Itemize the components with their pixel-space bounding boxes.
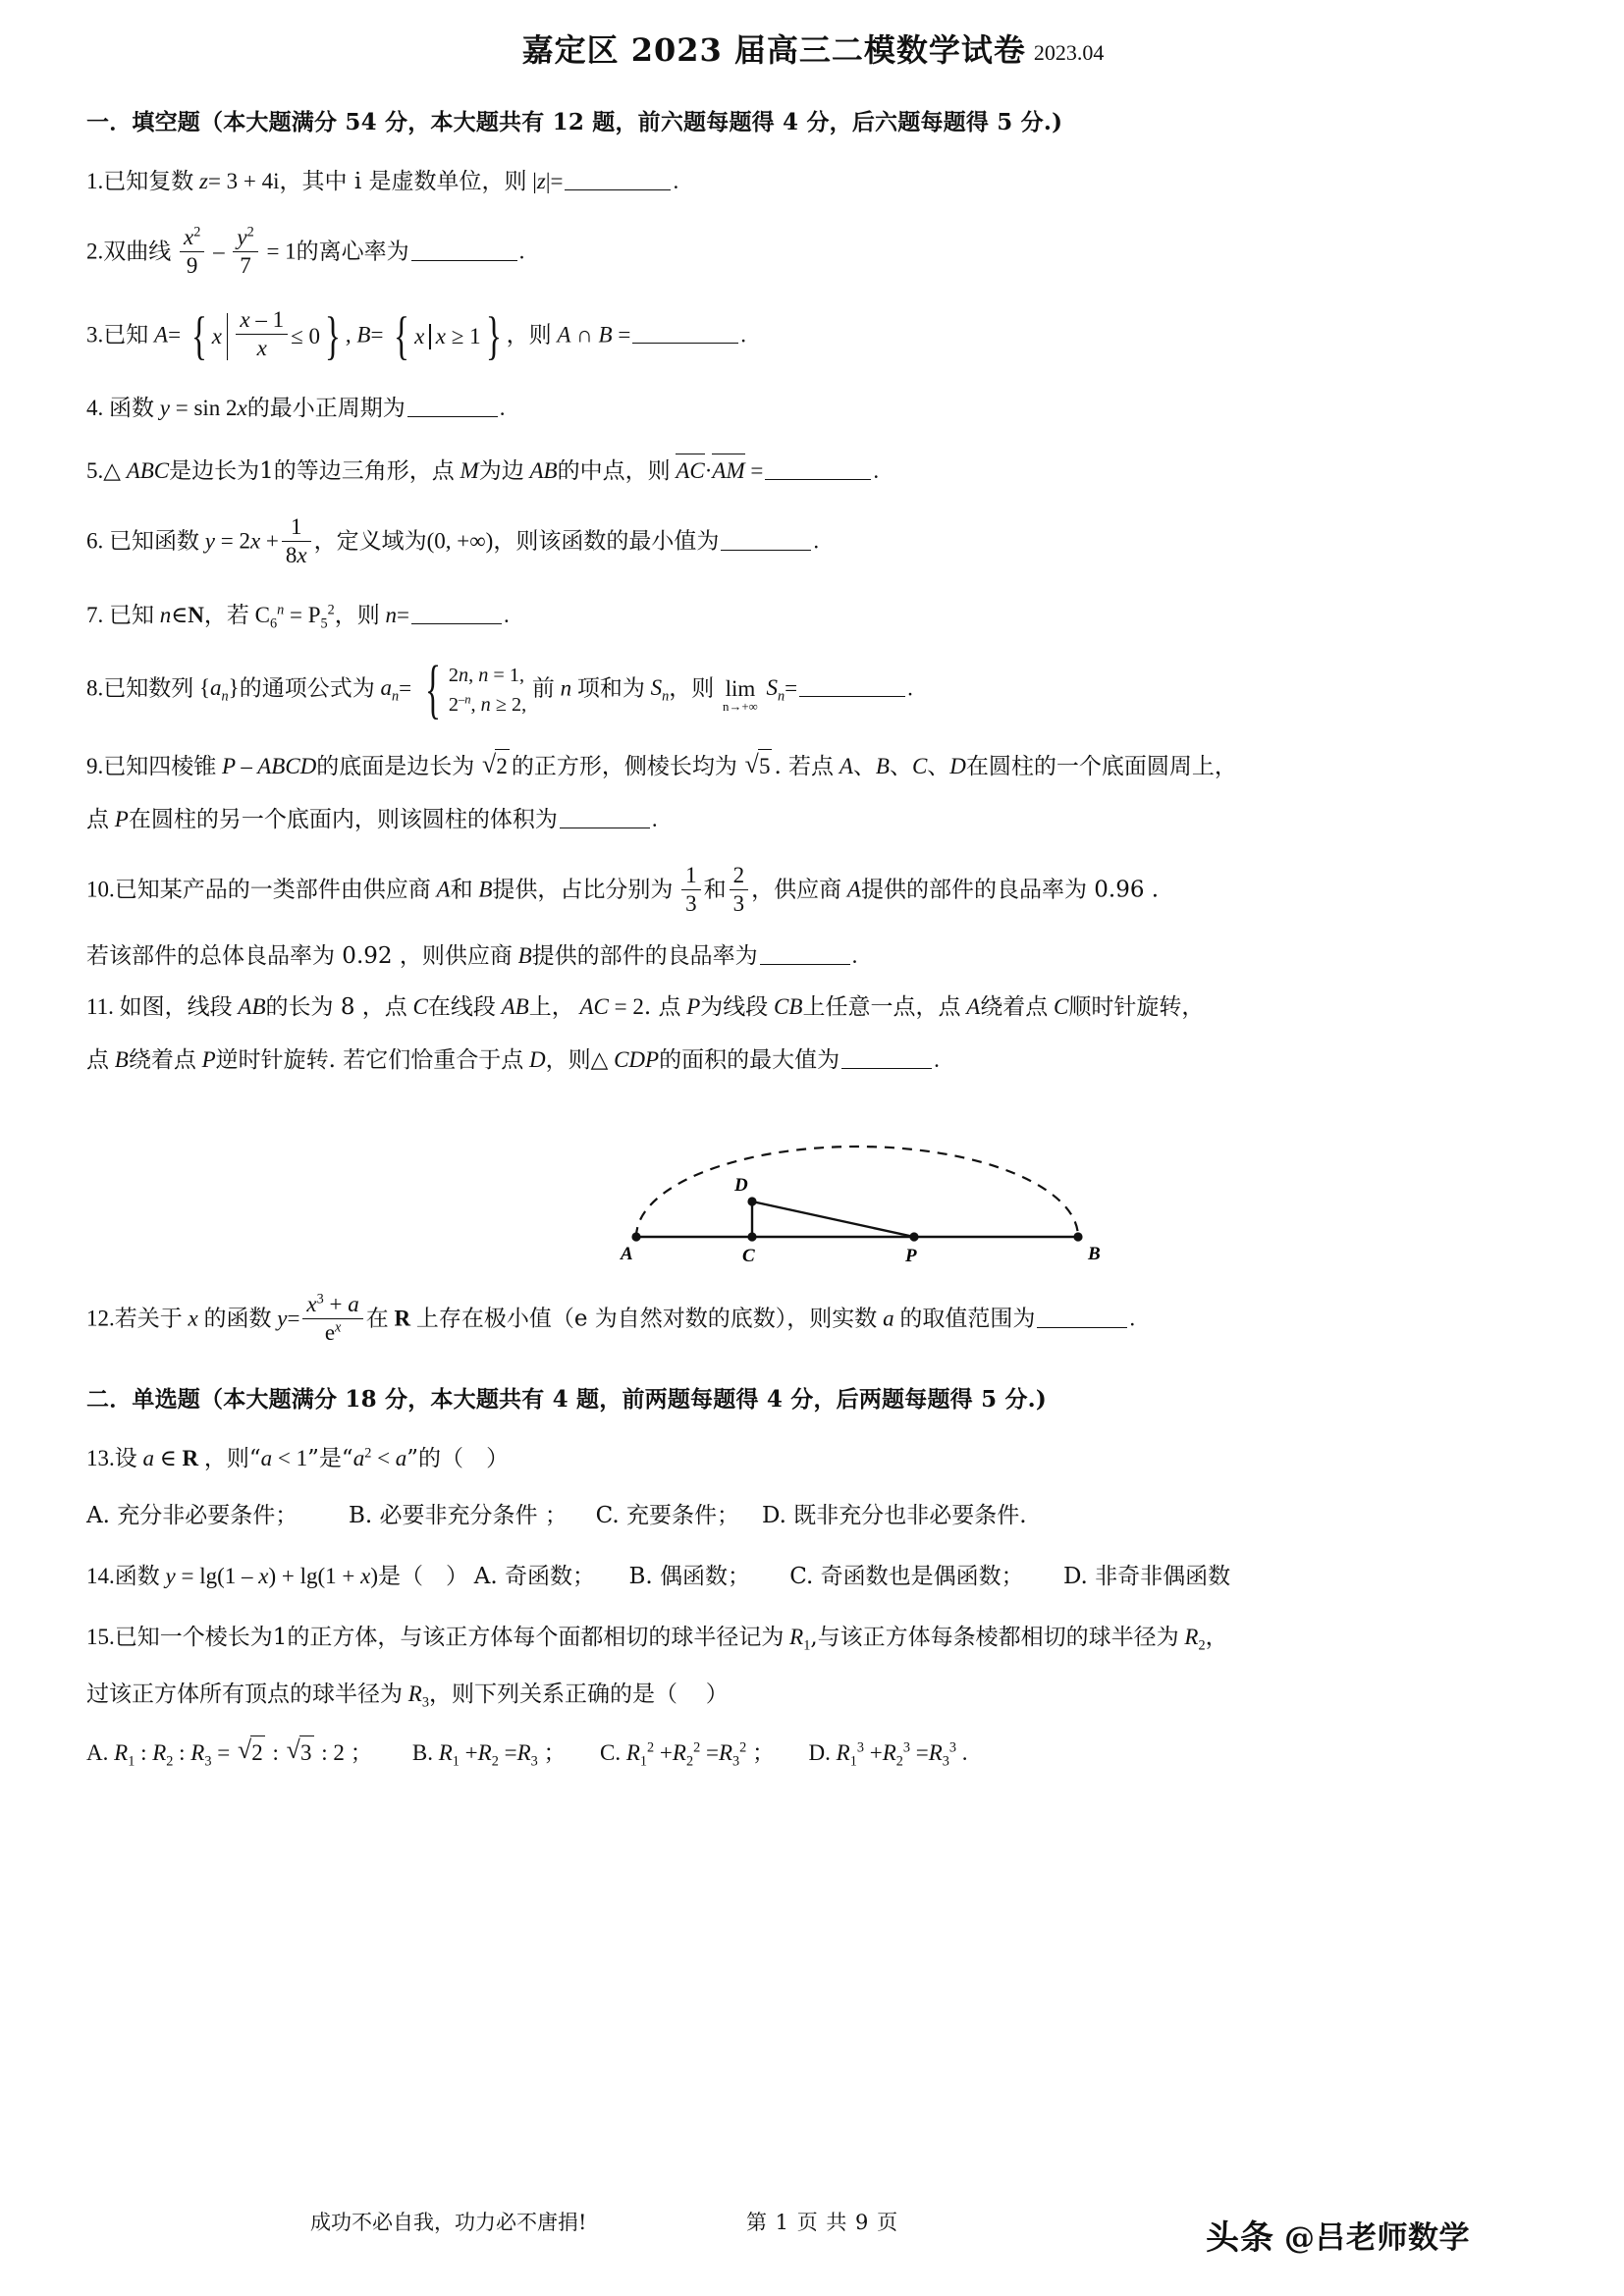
q1-num: 1. <box>86 169 104 193</box>
q13-option-B[interactable]: B. 必要非充分条件 ； <box>348 1502 568 1528</box>
q15-line2-a: 过该正方体所有顶点的球半径为 <box>86 1681 403 1707</box>
q9-line1-c: 的正方形，侧棱长均为 <box>511 754 737 780</box>
q11-line1-i: 顺时针旋转， <box>1068 994 1205 1021</box>
q15-line1-c: ， <box>1205 1624 1228 1650</box>
page-content <box>86 0 1540 1768</box>
label-P: P <box>905 1246 917 1267</box>
question-5 <box>86 454 1540 487</box>
title-text: 嘉定区 2023 届高三二模数学试卷 <box>521 31 1026 69</box>
q15-R3: $R_3$ <box>407 1681 429 1711</box>
q11-line1-c: 在线段 <box>427 994 496 1021</box>
q5-eq: = <box>750 458 764 484</box>
q3-intersection: A ∩ B = <box>557 322 631 347</box>
q11-num: 11. <box>86 994 114 1020</box>
q8-text-4: 项和为 <box>576 675 645 702</box>
q7-N: N <box>188 602 204 627</box>
q5-abc: ABC <box>126 458 170 484</box>
q1-text-1: 已知复数 <box>103 169 194 194</box>
q10-A2: A <box>846 878 861 902</box>
q10-B2: B <box>517 942 532 968</box>
question-7 <box>86 600 1540 631</box>
q2-frac1-den: 9 <box>186 252 198 278</box>
q5-AB: AB <box>529 458 558 484</box>
q4-period: . <box>499 396 506 421</box>
q7-text-1: 已知 <box>109 602 154 628</box>
q10-line2-b: 提供的部件的良品率为 <box>531 942 758 969</box>
q10-A: A <box>436 878 451 902</box>
question-1: 1.已知复数 z= 3 + 4i，其中 i 是虚数单位，则 |z|= . <box>86 169 679 194</box>
q13-option-C[interactable]: C. 充要条件； <box>595 1502 739 1528</box>
q5-vector-AM: AM <box>712 454 744 486</box>
q6-text-2: ，定义域为 <box>313 528 427 555</box>
toutiao-logo: 头条 <box>1206 2218 1274 2258</box>
q4-text-1: 函数 <box>109 396 154 422</box>
q7-period: . <box>504 602 510 627</box>
q8-case-2: $2^{-n}$, n ≥ 2, <box>448 692 527 717</box>
q12-answer-blank[interactable] <box>1037 1306 1127 1327</box>
q13-text-2: ，则“ <box>203 1445 261 1471</box>
q9-line1-d: . 若点 <box>774 754 835 780</box>
q11-line2-c: 逆时针旋转. 若它们恰重合于点 <box>215 1047 524 1074</box>
q3-comma: , <box>345 322 352 347</box>
q15-line2-c: ） <box>705 1681 729 1707</box>
footer-page-number: 第 1 页 共 9 页 <box>746 2211 899 2234</box>
q11-P2: P <box>201 1047 216 1073</box>
question-4 <box>86 393 1540 424</box>
q11-P: P <box>686 994 701 1020</box>
point-A <box>631 1233 640 1242</box>
q6-frac-den: 8x <box>285 542 307 567</box>
q9-line2-b: 在圆柱的另一个底面内，则该圆柱的体积为 <box>128 807 558 833</box>
q12-text-1: 若关于 <box>114 1306 183 1332</box>
q13-R: R <box>182 1445 199 1470</box>
point-C <box>747 1233 756 1242</box>
q5-text-1: 是边长为1的等边三角形，点 <box>169 458 455 485</box>
q11-AB: AB <box>238 994 266 1020</box>
q12-text-5: 的取值范围为 <box>899 1306 1036 1332</box>
title-date: 2023.04 <box>1033 40 1105 65</box>
q15-line2-b: ，则下列关系正确的是（ <box>428 1681 677 1707</box>
q6-text-1: 已知函数 <box>109 528 199 555</box>
q2-eq: = 1 <box>266 239 297 264</box>
q8-eq: = <box>399 675 412 701</box>
q9-num: 9. <box>86 754 104 779</box>
q15-options <box>86 1735 1540 1768</box>
q15-R1: $R_1$ <box>789 1624 811 1654</box>
q12-text-3: 在 <box>365 1306 389 1332</box>
q11-line1-d: 上， <box>528 994 574 1021</box>
q8-period: . <box>907 675 913 701</box>
q12-frac <box>302 1292 362 1346</box>
q11-D: D <box>529 1047 546 1073</box>
q11-line1-e: . 点 <box>643 994 681 1021</box>
q11-line1-f: 为线段 <box>700 994 769 1021</box>
q9-period: . <box>651 807 658 832</box>
q7-text-3: ，则 <box>334 602 380 628</box>
q14-option-B[interactable]: B. 偶函数； <box>628 1563 751 1589</box>
q3-bcond: x ≥ 1 <box>435 324 481 349</box>
q12-x: x <box>188 1306 198 1331</box>
q8-seq: $\{a_n\}$ <box>199 675 240 705</box>
q5-vector-AC: AC <box>676 454 704 486</box>
q13-cond-1: a < 1 <box>260 1445 308 1470</box>
q11-AB2: AB <box>501 994 529 1020</box>
q8-limS: $S_n$ <box>766 675 785 705</box>
q3-period: . <box>740 322 747 347</box>
q13-a: a <box>142 1445 154 1470</box>
q3-rel: ≤ 0 <box>291 324 320 349</box>
q3-bvar: x <box>414 324 425 349</box>
q7-in: ∈ <box>171 602 189 627</box>
q2-num: 2. <box>86 239 104 264</box>
q6-domain: (0, +∞) <box>426 528 494 554</box>
q11-line2-a: 点 <box>86 1047 109 1074</box>
q3-text-1: 已知 <box>103 322 149 348</box>
q6-frac-num: 1 <box>282 514 311 542</box>
q1-answer-blank[interactable] <box>565 169 671 190</box>
q13-text-3: ”是“ <box>307 1445 353 1471</box>
q8-S: $S_n$ <box>650 675 670 705</box>
q11-A2: A <box>966 994 981 1020</box>
label-A: A <box>621 1244 633 1265</box>
page-title <box>86 0 1540 71</box>
q9-sqrt5: √ 5 <box>745 749 773 781</box>
q14-expr: y = lg(1 – x) + lg(1 + x) <box>165 1563 379 1588</box>
q15-option-D[interactable]: D. $R_1^3 +R_2^3 =R_3^3$ . <box>808 1739 968 1770</box>
semicircle-diagram <box>86 1088 1540 1274</box>
q11-line1-a: 如图，线段 <box>119 994 233 1021</box>
q1-abs-var: z <box>536 169 546 193</box>
q15-num: 15. <box>86 1624 115 1649</box>
q3-num: 3. <box>86 322 104 347</box>
question-15 <box>86 1622 1540 1768</box>
q7-text-2: ，若 <box>203 602 249 628</box>
q6-answer-blank[interactable] <box>721 529 811 551</box>
q14-option-A[interactable]: A. 奇函数； <box>473 1563 595 1589</box>
q10-line1-c: 提供，占比分别为 <box>492 878 674 903</box>
q8-text-3: 前 <box>531 675 555 702</box>
footer-motto: 成功不必自我，功力必不唐捐! <box>310 2211 587 2234</box>
q2-minus: – <box>213 239 225 264</box>
q2-frac-1: $\frac{x^2}{9}$ <box>180 225 204 279</box>
q8-answer-blank[interactable] <box>799 675 905 697</box>
q6-num: 6. <box>86 528 104 554</box>
q12-R: R <box>394 1306 411 1331</box>
q9-sqrt2: √ 2 <box>482 749 510 781</box>
q10-line1-e: 提供的部件的良品率为 0.96 . <box>860 878 1160 903</box>
q10-answer-blank[interactable] <box>760 943 850 965</box>
q3-set-B: B <box>356 322 371 347</box>
q13-text-1: 设 <box>114 1445 137 1471</box>
q2-answer-blank[interactable] <box>411 239 517 260</box>
q5-text-3: 的中点，则 <box>557 458 671 485</box>
q9-line1-e: 在圆柱的一个底面圆周上， <box>965 754 1237 780</box>
q15-line1-a: 已知一个棱长为1的正方体，与该正方体每个面都相切的球半径记为 <box>114 1624 785 1650</box>
q8-num: 8. <box>86 675 104 701</box>
q3-setvar: x <box>211 324 222 349</box>
q11-CDP: CDP <box>614 1047 660 1073</box>
question-10 <box>86 865 1540 972</box>
q12-frac-den: $e^x$ <box>324 1318 342 1345</box>
q15-line1-b: ,与该正方体每条棱都相切的球半径为 <box>810 1624 1179 1650</box>
q1-text-2: ，其中 i 是虚数单位，则 <box>279 169 527 194</box>
q15-option-A[interactable]: A. $R_1$ : $R_2$ : $R_3$ = √ 2 : √ 3 : 2 ； <box>86 1735 373 1768</box>
q11-AC: AC = 2 <box>579 994 644 1020</box>
q8-case-1: 2n, n = 1, <box>448 664 525 686</box>
q8-text-2: 的通项公式为 <box>239 675 375 702</box>
q14-text-1: 函数 <box>114 1563 160 1589</box>
q9-line1-a: 已知四棱锥 <box>103 754 217 780</box>
q2-text-1: 双曲线 <box>103 239 172 265</box>
q12-text-4: 上存在极小值（e 为自然对数的底数），则实数 <box>415 1306 878 1332</box>
q11-line2-d: ，则△ <box>545 1047 609 1074</box>
q2-frac2-den: 7 <box>240 252 251 278</box>
watermark <box>1206 2211 1470 2259</box>
q2-text-2: 的离心率为 <box>296 239 409 265</box>
q12-frac-num: $x^3 + a$ <box>302 1292 362 1319</box>
q3-answer-blank[interactable] <box>632 322 738 344</box>
q5-triangle-sym: △ <box>103 458 121 484</box>
q13-cond-2: $a^2 < a$ <box>352 1444 407 1470</box>
segment-DP <box>752 1201 914 1237</box>
q10-and: 和 <box>703 878 727 903</box>
q9-points: A、B、C、D <box>839 754 966 779</box>
question-11 <box>86 991 1540 1076</box>
question-2 <box>86 224 1540 281</box>
q9-pabcd: P – ABCD <box>222 754 317 779</box>
question-8 <box>86 653 1540 725</box>
q2-frac1-num: x <box>184 224 194 249</box>
q1-eq2: = <box>550 169 564 193</box>
q14-option-D[interactable]: D. 非奇非偶函数 <box>1062 1563 1231 1589</box>
q12-y: y <box>277 1306 288 1331</box>
q10-num: 10. <box>86 878 115 902</box>
q14-option-C[interactable]: C. 奇函数也是偶函数； <box>789 1563 1024 1589</box>
q6-frac <box>282 514 311 568</box>
question-9 <box>86 749 1540 835</box>
q6-period: . <box>813 528 820 554</box>
q4-num: 4. <box>86 396 104 421</box>
q12-num: 12. <box>86 1306 115 1331</box>
label-C: C <box>742 1246 755 1267</box>
q5-num: 5. <box>86 458 104 484</box>
q4-answer-blank[interactable] <box>407 396 498 417</box>
q7-eq2: = <box>397 602 410 627</box>
q1-abs-open: | <box>532 169 537 193</box>
q8-text-1: 已知数列 <box>103 675 194 702</box>
point-B <box>1073 1233 1082 1242</box>
q15-R2: $R_2$ <box>1184 1624 1206 1654</box>
q10-line1-d: ，供应商 <box>751 878 842 903</box>
q10-B: B <box>478 878 493 902</box>
q8-limit-operator: lim n→+∞ <box>723 675 758 714</box>
q3-set-builder-B: { x x ≥ 1 } <box>394 306 502 366</box>
q5-period: . <box>873 458 880 484</box>
q9-line2-a: 点 <box>86 807 109 833</box>
q11-line1-b: 的长为 8 ，点 <box>265 994 407 1021</box>
q11-B2: B <box>114 1047 129 1073</box>
watermark-handle: @吕老师数学 <box>1284 2220 1470 2256</box>
q3-frac: $\frac{x - 1}{x}$ <box>236 307 288 361</box>
q10-line1-a: 已知某产品的一类部件由供应商 <box>114 878 431 903</box>
question-6 <box>86 513 1540 570</box>
q1-var-z: z <box>199 169 208 193</box>
q3-set-A: A <box>154 322 169 347</box>
q9-answer-blank[interactable] <box>560 807 650 828</box>
q7-answer-blank[interactable] <box>411 602 502 623</box>
question-11-figure <box>86 1088 1540 1274</box>
q8-nv: n <box>560 675 572 701</box>
q5-M: M <box>460 458 479 484</box>
label-B: B <box>1088 1244 1101 1265</box>
q10-line1-b: 和 <box>450 878 473 903</box>
section-fill-in-heading: 一．填空题（本大题满分 54 分，本大题共有 12 题，前六题每题得 4 分，后六题每题得 5 分.) <box>86 109 1063 135</box>
section-single-choice-heading: 二．单选题（本大题满分 18 分，本大题共有 4 题，前两题每题得 4 分，后两题每题得 5 分.) <box>86 1385 1047 1413</box>
q12-a: a <box>883 1306 894 1331</box>
q11-C2: C <box>1054 994 1069 1020</box>
q3-text-2: ，则 <box>506 322 552 348</box>
q14-num: 14. <box>86 1563 115 1588</box>
point-P <box>909 1233 918 1242</box>
q3-set-builder-A: { x $\frac{x - 1}{x}$ ≤ 0 } <box>190 306 341 366</box>
q13-text-5: ） <box>486 1445 510 1471</box>
q9-P: P <box>114 807 129 832</box>
q8-text-5: ，则 <box>669 675 715 702</box>
q5-dot: · <box>704 458 713 484</box>
q2-period: . <box>518 239 525 264</box>
q10-period: . <box>851 942 858 968</box>
q12-eq: = <box>287 1306 300 1331</box>
q1-abs-close: | <box>545 169 551 193</box>
q4-expr: y = sin 2x <box>159 396 247 421</box>
question-12 <box>86 1291 1540 1348</box>
q7-permutation: $P_5^2$ <box>307 601 335 632</box>
q11-CB: CB <box>774 994 803 1020</box>
q11-answer-blank[interactable] <box>841 1047 932 1069</box>
q15-option-B[interactable]: B. $R_1 +R_2 =R_3$ ； <box>411 1739 567 1770</box>
question-14 <box>86 1561 1540 1592</box>
q9-line1-b: 的底面是边长为 <box>316 754 475 780</box>
q10-frac-1: $\frac{1}{3}$ <box>681 863 701 917</box>
q3-eq1: = <box>168 322 182 347</box>
question-3 <box>86 306 1540 366</box>
q7-num: 7. <box>86 602 104 627</box>
q7-n: n <box>159 602 172 627</box>
point-D <box>747 1198 756 1206</box>
label-D: D <box>734 1175 748 1197</box>
q6-expr-a: y = 2x + <box>204 528 279 554</box>
q6-text-3: ，则该函数的最小值为 <box>493 528 720 555</box>
q10-frac-2: $\frac{2}{3}$ <box>730 863 749 917</box>
q8-eq2: = <box>785 675 798 701</box>
q11-line1-g: 上任意一点，点 <box>802 994 961 1021</box>
q5-text-2: 为边 <box>478 458 524 485</box>
q11-line1-h: 绕着点 <box>980 994 1049 1021</box>
q14-text-2: 是（ <box>378 1563 424 1589</box>
question-13 <box>86 1443 1540 1531</box>
q15-option-C[interactable]: C. $R_1^2 +R_2^2 =R_3^2$ ； <box>600 1739 776 1770</box>
q4-text-2: 的最小正周期为 <box>246 396 406 422</box>
q12-text-2: 的函数 <box>203 1306 272 1332</box>
q11-line2-b: 绕着点 <box>128 1047 196 1074</box>
q10-line2-a: 若该部件的总体良品率为 0.92 ，则供应商 <box>86 942 513 969</box>
q13-option-D[interactable]: D. 既非充分也非必要条件. <box>761 1502 1027 1528</box>
q7-eq1: = <box>290 602 302 627</box>
q13-options <box>86 1500 1540 1531</box>
q8-an: $a_n$ <box>380 675 400 705</box>
q5-answer-blank[interactable] <box>765 458 871 480</box>
q13-in: ∈ <box>159 1445 177 1470</box>
q12-period: . <box>1129 1306 1136 1331</box>
q7-n2: n <box>385 602 398 627</box>
q8-piecewise: { 2n, n = 1, $2^{-n}$, n ≥ 2, <box>424 653 527 725</box>
q11-period: . <box>934 1047 940 1073</box>
q2-frac-2: $\frac{y^2}{7}$ <box>233 225 257 279</box>
q13-text-4: ”的（ <box>406 1445 464 1471</box>
q13-num: 13. <box>86 1445 115 1470</box>
q3-eq2: = <box>370 322 384 347</box>
q2-frac2-num: y <box>237 224 247 249</box>
q1-eq: = 3 + 4i <box>207 169 280 193</box>
q11-C: C <box>412 994 428 1020</box>
q7-combination: $C_6^n$ <box>254 601 285 632</box>
q14-text-3: ） <box>446 1563 469 1589</box>
q13-option-A[interactable]: A. 充分非必要条件； <box>86 1502 298 1528</box>
q11-line2-e: 的面积的最大值为 <box>659 1047 840 1074</box>
